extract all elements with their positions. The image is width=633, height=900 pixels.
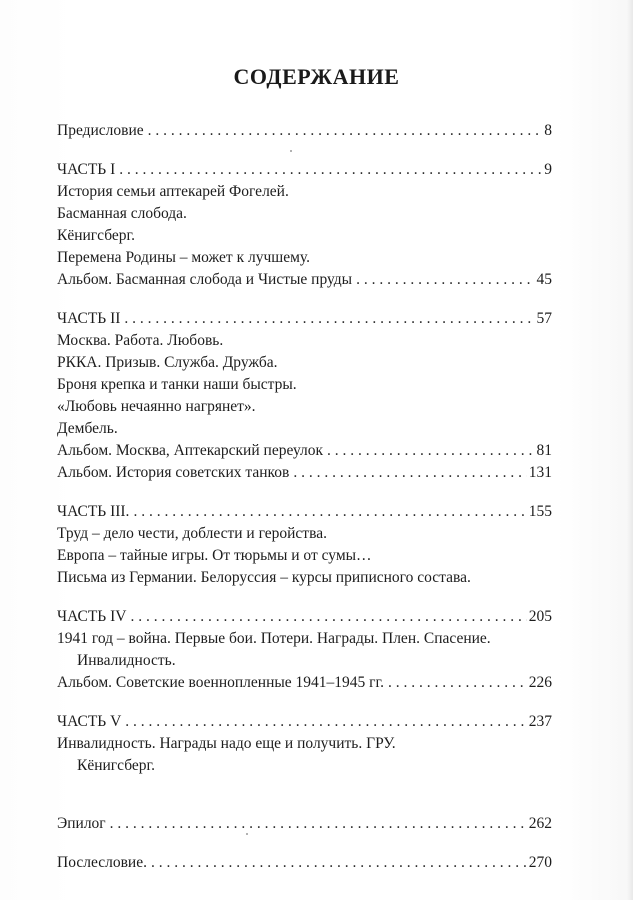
toc-entry-label: Предисловие (57, 122, 144, 139)
dot-leader (119, 159, 542, 181)
paper-speck (246, 833, 248, 835)
toc-entry-preface[interactable] (57, 120, 552, 142)
dot-leader (148, 120, 543, 142)
toc-entry-label: ЧАСТЬ V (57, 713, 122, 730)
toc-page-number: 237 (528, 713, 552, 730)
toc-subentry: Письма из Германии. Белоруссия – курсы приписного состава. (57, 569, 471, 586)
toc-entry-part-3[interactable] (57, 501, 552, 523)
page-edge-shadow (627, 0, 633, 900)
dot-leader (388, 672, 527, 694)
dot-leader (124, 308, 534, 330)
toc-entry-label: Послесловие. (57, 854, 147, 871)
toc-page-number: 131 (528, 464, 552, 481)
section-gap (57, 142, 552, 159)
section-gap (57, 694, 552, 711)
toc-entry-label: Альбом. Советские военнопленные 1941–1945 гг. (57, 674, 385, 691)
toc-page-number: 205 (528, 608, 552, 625)
toc-entry-album-pows[interactable] (57, 672, 552, 694)
toc-subentry: Басманная слобода. (57, 205, 187, 222)
section-gap (57, 835, 552, 852)
toc-entry-part-1[interactable] (57, 159, 552, 181)
toc-subentry: Труд – дело чести, доблести и геройства. (57, 525, 327, 542)
toc-entry-epilogue[interactable] (57, 813, 552, 835)
toc-entry-label: ЧАСТЬ I (57, 161, 116, 178)
toc-page-number: 226 (528, 674, 552, 691)
toc-subentry-continuation: Кёнигсберг. (77, 757, 156, 774)
toc-entry-album-basmannaya[interactable] (57, 269, 552, 291)
toc-page-number: 9 (544, 161, 552, 178)
dot-leader (125, 711, 526, 733)
toc-entry-part-4[interactable] (57, 606, 552, 628)
toc-entry-label: Альбом. Басманная слобода и Чистые пруды (57, 271, 353, 288)
toc-page-number: 270 (528, 854, 552, 871)
toc-entry-part-5[interactable] (57, 711, 552, 733)
toc-entry-label: Эпилог (57, 815, 106, 832)
toc-entry-part-2[interactable] (57, 308, 552, 330)
dot-leader (293, 462, 526, 484)
toc-entry-label: ЧАСТЬ IV (57, 608, 127, 625)
toc-entry-afterword[interactable] (57, 852, 552, 874)
table-of-contents (57, 120, 552, 874)
dot-leader (327, 440, 534, 462)
toc-page-number: 45 (536, 271, 552, 288)
toc-entry-label: ЧАСТЬ II (57, 310, 121, 327)
toc-page-number: 155 (528, 503, 552, 520)
toc-page-number: 57 (536, 310, 552, 327)
dot-leader (133, 501, 526, 523)
section-gap (57, 291, 552, 308)
page-title: СОДЕРЖАНИЕ (233, 64, 400, 89)
toc-subentry: «Любовь нечаянно нагрянет». (57, 398, 256, 415)
toc-page-number: 8 (544, 122, 552, 139)
dot-leader (130, 606, 526, 628)
toc-entry-album-moscow[interactable] (57, 440, 552, 462)
paper-speck (290, 150, 292, 152)
dot-leader (356, 269, 534, 291)
toc-subentry: Дембель. (57, 420, 118, 437)
section-gap (57, 796, 552, 813)
toc-subentry: Перемена Родины – может к лучшему. (57, 249, 310, 266)
section-gap (57, 777, 552, 796)
toc-page-number: 81 (536, 442, 552, 459)
toc-entry-label: ЧАСТЬ III. (57, 503, 130, 520)
toc-subentry-continuation: Инвалидность. (77, 652, 176, 669)
toc-subentry: Европа – тайные игры. От тюрьмы и от сумы… (57, 547, 372, 564)
toc-page-number: 262 (528, 815, 552, 832)
section-gap (57, 484, 552, 501)
toc-entry-label: Альбом. Москва, Аптекарский переулок (57, 442, 324, 459)
toc-subentry: РККА. Призыв. Служба. Дружба. (57, 354, 278, 371)
dot-leader (151, 852, 527, 874)
dot-leader (110, 813, 527, 835)
toc-subentry: История семьи аптекарей Фогелей. (57, 183, 289, 200)
toc-subentry: Кёнигсберг. (57, 227, 136, 244)
toc-subentry: Броня крепка и танки наши быстры. (57, 376, 297, 393)
toc-subentry: Инвалидность. Награды надо еще и получить. ГРУ. (57, 735, 396, 752)
section-gap (57, 589, 552, 606)
toc-entry-album-tanks[interactable] (57, 462, 552, 484)
toc-entry-label: Альбом. История советских танков (57, 464, 290, 481)
toc-subentry: 1941 год – война. Первые бои. Потери. Награды. Плен. Спасение. (57, 630, 491, 647)
toc-subentry: Москва. Работа. Любовь. (57, 332, 224, 349)
